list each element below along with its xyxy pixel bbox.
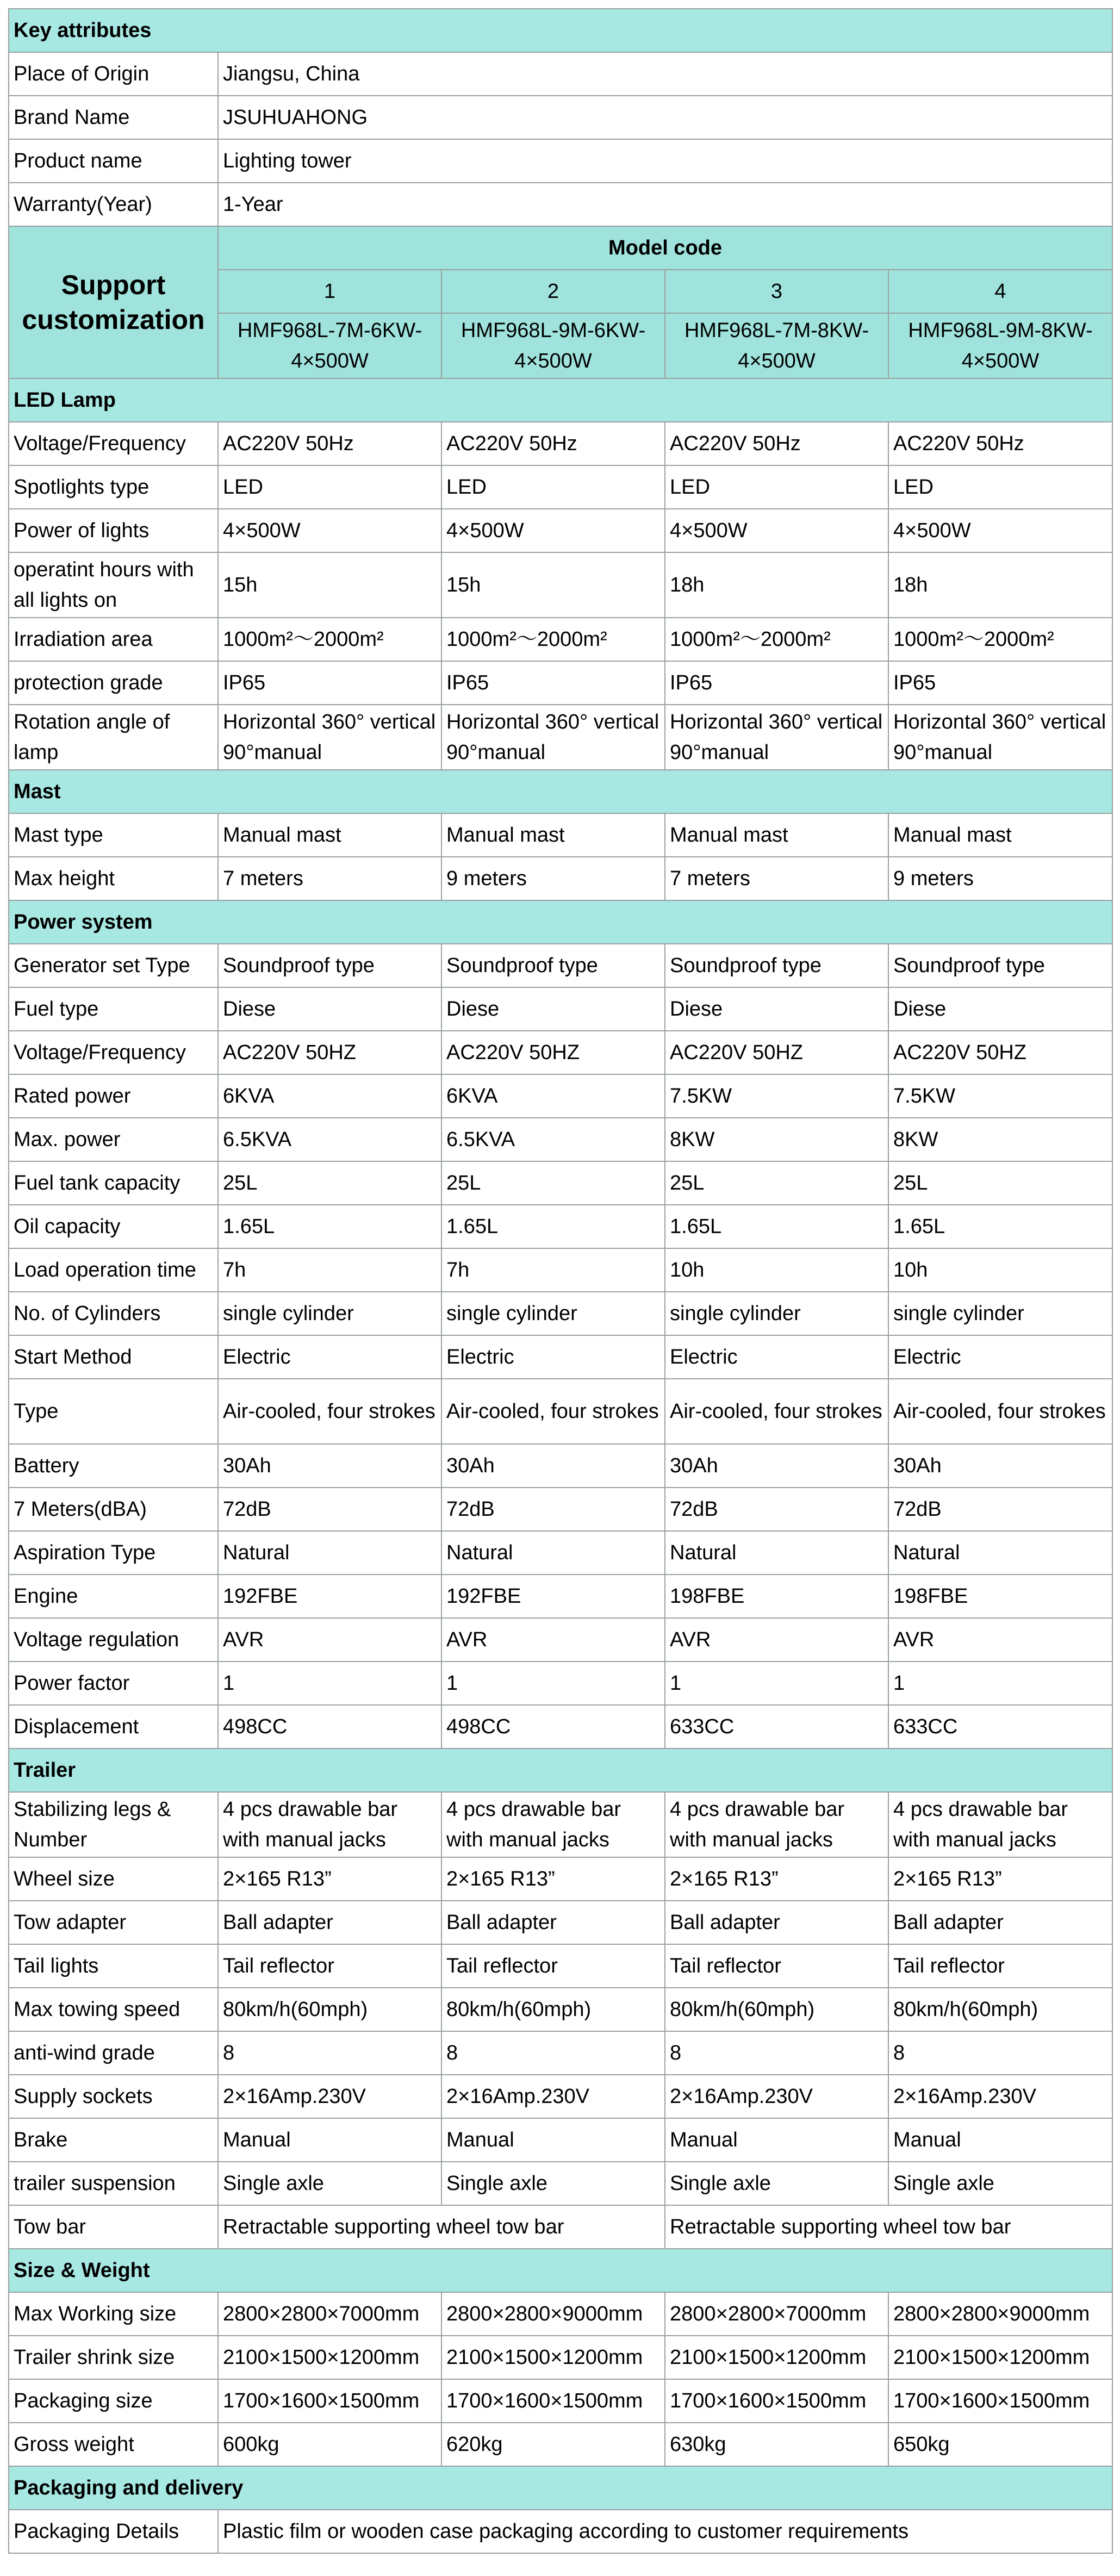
row-value: 72dB [888, 1488, 1112, 1531]
row-value: 4 pcs drawable bar with manual jacks [441, 1792, 665, 1857]
row-value: 192FBE [218, 1575, 441, 1618]
section-title: Trailer [9, 1749, 1112, 1792]
row-value: AC220V 50HZ [218, 1031, 441, 1074]
row-value: Manual [665, 2118, 888, 2162]
row-value: Jiangsu, China [218, 52, 1112, 96]
spec-row [9, 661, 1112, 705]
row-value: AVR [218, 1618, 441, 1662]
row-label: Displacement [9, 1705, 218, 1749]
row-label: Product name [9, 139, 218, 183]
row-value: single cylinder [441, 1292, 665, 1335]
row-label: Fuel type [9, 987, 218, 1031]
row-value: AC220V 50HZ [441, 1031, 665, 1074]
section-title: Power system [9, 900, 1112, 944]
row-value: Manual mast [218, 813, 441, 857]
model-name: HMF968L-7M-6KW-4×500W [218, 313, 441, 378]
spec-row [9, 1292, 1112, 1335]
row-value: AC220V 50Hz [665, 422, 888, 465]
row-value: 2100×1500×1200mm [665, 2336, 888, 2379]
row-value: AC220V 50Hz [888, 422, 1112, 465]
row-value: 1.65L [888, 1205, 1112, 1248]
model-number: 4 [888, 270, 1112, 313]
spec-row [9, 944, 1112, 987]
row-value: 2×165 R13” [665, 1857, 888, 1901]
row-value: 2×165 R13” [441, 1857, 665, 1901]
row-value: Lighting tower [218, 139, 1112, 183]
row-label: trailer suspension [9, 2162, 218, 2205]
spec-row [9, 1575, 1112, 1618]
row-model-code [9, 226, 1112, 270]
section-title: Key attributes [9, 9, 1112, 52]
section-title: Mast [9, 770, 1112, 813]
row-value: 10h [665, 1248, 888, 1292]
row-value: 8 [665, 2031, 888, 2075]
row-value: 25L [441, 1161, 665, 1205]
spec-row [9, 1531, 1112, 1575]
spec-row [9, 813, 1112, 857]
row-value: Electric [665, 1335, 888, 1379]
row-value: 6KVA [218, 1074, 441, 1118]
row-label: Trailer shrink size [9, 2336, 218, 2379]
row-label: Spotlights type [9, 465, 218, 509]
row-value: 6.5KVA [441, 1118, 665, 1161]
row-value: 1700×1600×1500mm [218, 2379, 441, 2423]
section-key-attributes [9, 9, 1112, 52]
row-label: Oil capacity [9, 1205, 218, 1248]
row-value: 2800×2800×9000mm [441, 2292, 665, 2336]
row-value: 7 meters [218, 857, 441, 900]
row-label: Max. power [9, 1118, 218, 1161]
spec-row [9, 1031, 1112, 1074]
row-value: 4 pcs drawable bar with manual jacks [218, 1792, 441, 1857]
row-value: AVR [441, 1618, 665, 1662]
spec-row [9, 987, 1112, 1031]
model-name: HMF968L-7M-8KW-4×500W [665, 313, 888, 378]
row-label: Irradiation area [9, 618, 218, 661]
row-value: 80km/h(60mph) [665, 1988, 888, 2031]
model-number: 2 [441, 270, 665, 313]
row-value: 1 [218, 1662, 441, 1705]
spec-row [9, 1662, 1112, 1705]
row-value: 4 pcs drawable bar with manual jacks [665, 1792, 888, 1857]
row-label: Voltage/Frequency [9, 422, 218, 465]
row-value: 80km/h(60mph) [888, 1988, 1112, 2031]
row-value: 7 meters [665, 857, 888, 900]
row-label: Packaging size [9, 2379, 218, 2423]
row-value: 30Ah [665, 1444, 888, 1488]
row-label: Packaging Details [9, 2510, 218, 2553]
row-label: Brand Name [9, 96, 218, 139]
row-value: Air-cooled, four strokes [218, 1379, 441, 1444]
row-value: single cylinder [888, 1292, 1112, 1335]
row-value: single cylinder [218, 1292, 441, 1335]
row-value: 8KW [665, 1118, 888, 1161]
row-value: IP65 [888, 661, 1112, 705]
row-value: 1 [665, 1662, 888, 1705]
row-label: Start Method [9, 1335, 218, 1379]
row-label: Type [9, 1379, 218, 1444]
row-value: Retractable supporting wheel tow bar [218, 2205, 665, 2249]
row-product-name [9, 139, 1112, 183]
row-value: Air-cooled, four strokes [665, 1379, 888, 1444]
row-value: Natural [441, 1531, 665, 1575]
row-value: Natural [888, 1531, 1112, 1575]
row-value: 2×16Amp.230V [218, 2075, 441, 2118]
section-packaging-delivery [9, 2466, 1112, 2510]
row-value: 4×500W [441, 509, 665, 552]
model-name: HMF968L-9M-6KW-4×500W [441, 313, 665, 378]
row-value: 7.5KW [665, 1074, 888, 1118]
row-value: Electric [441, 1335, 665, 1379]
spec-row [9, 1205, 1112, 1248]
row-value: 7h [218, 1248, 441, 1292]
row-value: 2800×2800×7000mm [218, 2292, 441, 2336]
row-value: 2800×2800×7000mm [665, 2292, 888, 2336]
row-value: Diese [665, 987, 888, 1031]
row-value: Single axle [665, 2162, 888, 2205]
row-value: 1-Year [218, 183, 1112, 226]
row-label: Power factor [9, 1662, 218, 1705]
row-value: 1000m²～2000m² [888, 618, 1112, 661]
row-label: operatint hours with all lights on [9, 552, 218, 618]
section-trailer [9, 1749, 1112, 1792]
row-value: Soundproof type [218, 944, 441, 987]
row-value: 2×165 R13” [218, 1857, 441, 1901]
row-value: Soundproof type [441, 944, 665, 987]
row-value: 18h [665, 552, 888, 618]
row-value: Single axle [218, 2162, 441, 2205]
row-value: 18h [888, 552, 1112, 618]
spec-row [9, 2075, 1112, 2118]
row-value: 192FBE [441, 1575, 665, 1618]
row-value: 2100×1500×1200mm [888, 2336, 1112, 2379]
spec-row [9, 1074, 1112, 1118]
row-label: Voltage/Frequency [9, 1031, 218, 1074]
row-value: Electric [888, 1335, 1112, 1379]
row-label: Stabilizing legs & Number [9, 1792, 218, 1857]
row-value: 72dB [665, 1488, 888, 1531]
row-value: 1000m²～2000m² [441, 618, 665, 661]
spec-row [9, 1705, 1112, 1749]
row-value: 1700×1600×1500mm [665, 2379, 888, 2423]
row-value: 80km/h(60mph) [218, 1988, 441, 2031]
row-value: Diese [441, 987, 665, 1031]
spec-row [9, 2292, 1112, 2336]
row-value: Manual [888, 2118, 1112, 2162]
spec-row [9, 465, 1112, 509]
section-size-weight [9, 2249, 1112, 2292]
row-label: Battery [9, 1444, 218, 1488]
row-value: 2800×2800×9000mm [888, 2292, 1112, 2336]
row-value: Ball adapter [665, 1901, 888, 1944]
row-value: Ball adapter [441, 1901, 665, 1944]
row-value: 498CC [441, 1705, 665, 1749]
row-value: 10h [888, 1248, 1112, 1292]
row-brand-name [9, 96, 1112, 139]
row-value: 620kg [441, 2423, 665, 2466]
spec-row [9, 2205, 1112, 2249]
section-title: LED Lamp [9, 378, 1112, 422]
row-value: 80km/h(60mph) [441, 1988, 665, 2031]
row-value: Tail reflector [218, 1944, 441, 1988]
row-value: Manual [218, 2118, 441, 2162]
row-label: Load operation time [9, 1248, 218, 1292]
spec-row [9, 2031, 1112, 2075]
row-value: AC220V 50Hz [441, 422, 665, 465]
row-value: Natural [218, 1531, 441, 1575]
spec-row [9, 1618, 1112, 1662]
row-value: LED [218, 465, 441, 509]
row-value: 600kg [218, 2423, 441, 2466]
row-value: 1000m²～2000m² [218, 618, 441, 661]
spec-row [9, 1988, 1112, 2031]
spec-row [9, 1161, 1112, 1205]
spec-row [9, 1901, 1112, 1944]
row-value: Single axle [888, 2162, 1112, 2205]
row-value: AC220V 50HZ [665, 1031, 888, 1074]
row-label: Place of Origin [9, 52, 218, 96]
row-value: 2100×1500×1200mm [441, 2336, 665, 2379]
row-label: Power of lights [9, 509, 218, 552]
row-value: Ball adapter [218, 1901, 441, 1944]
row-label: Max towing speed [9, 1988, 218, 2031]
spec-row [9, 2423, 1112, 2466]
row-value: Electric [218, 1335, 441, 1379]
row-value: 4×500W [218, 509, 441, 552]
row-value: 9 meters [888, 857, 1112, 900]
row-value: Horizontal 360° vertical 90°manual [665, 705, 888, 770]
row-value: 2×16Amp.230V [665, 2075, 888, 2118]
row-value: 72dB [218, 1488, 441, 1531]
row-value: 30Ah [888, 1444, 1112, 1488]
row-label: Engine [9, 1575, 218, 1618]
row-value: 630kg [665, 2423, 888, 2466]
row-label: Tow adapter [9, 1901, 218, 1944]
model-name: HMF968L-9M-8KW-4×500W [888, 313, 1112, 378]
row-value: Tail reflector [888, 1944, 1112, 1988]
row-value: Ball adapter [888, 1901, 1112, 1944]
row-value: 7.5KW [888, 1074, 1112, 1118]
row-value: 9 meters [441, 857, 665, 900]
row-value: 4×500W [888, 509, 1112, 552]
spec-row [9, 422, 1112, 465]
row-value: Manual mast [441, 813, 665, 857]
row-value: Single axle [441, 2162, 665, 2205]
spec-row [9, 1118, 1112, 1161]
row-label: Wheel size [9, 1857, 218, 1901]
row-value: Air-cooled, four strokes [888, 1379, 1112, 1444]
row-value: IP65 [441, 661, 665, 705]
spec-row [9, 1944, 1112, 1988]
row-value: 1.65L [218, 1205, 441, 1248]
row-value: single cylinder [665, 1292, 888, 1335]
row-label: Gross weight [9, 2423, 218, 2466]
section-title: Packaging and delivery [9, 2466, 1112, 2510]
spec-row [9, 705, 1112, 770]
row-label: Max Working size [9, 2292, 218, 2336]
spec-row [9, 2118, 1112, 2162]
row-value: 30Ah [441, 1444, 665, 1488]
row-value: Horizontal 360° vertical 90°manual [441, 705, 665, 770]
spec-row [9, 509, 1112, 552]
spec-row [9, 1857, 1112, 1901]
row-value: 2×165 R13” [888, 1857, 1112, 1901]
row-value: 2100×1500×1200mm [218, 2336, 441, 2379]
row-value: 498CC [218, 1705, 441, 1749]
row-value: 25L [218, 1161, 441, 1205]
row-value: Diese [218, 987, 441, 1031]
row-value: 650kg [888, 2423, 1112, 2466]
row-value: Tail reflector [665, 1944, 888, 1988]
row-value: 72dB [441, 1488, 665, 1531]
row-value: 198FBE [665, 1575, 888, 1618]
spec-row [9, 2162, 1112, 2205]
spec-row [9, 1248, 1112, 1292]
row-value: 2×16Amp.230V [888, 2075, 1112, 2118]
row-value: 633CC [888, 1705, 1112, 1749]
row-value: 6KVA [441, 1074, 665, 1118]
model-number: 3 [665, 270, 888, 313]
row-label: Tow bar [9, 2205, 218, 2249]
spec-row [9, 1488, 1112, 1531]
row-value: Manual mast [665, 813, 888, 857]
row-place-of-origin [9, 52, 1112, 96]
row-value: LED [888, 465, 1112, 509]
row-label: No. of Cylinders [9, 1292, 218, 1335]
model-number: 1 [218, 270, 441, 313]
row-value: Plastic film or wooden case packaging according to customer requirements [218, 2510, 1112, 2553]
section-title: Size & Weight [9, 2249, 1112, 2292]
row-value: 8 [218, 2031, 441, 2075]
spec-row [9, 1792, 1112, 1857]
row-value: 4 pcs drawable bar with manual jacks [888, 1792, 1112, 1857]
row-value: IP65 [665, 661, 888, 705]
row-value: Diese [888, 987, 1112, 1031]
row-label: Max height [9, 857, 218, 900]
row-label: Tail lights [9, 1944, 218, 1988]
row-value: Manual mast [888, 813, 1112, 857]
row-packaging-details [9, 2510, 1112, 2553]
row-value: IP65 [218, 661, 441, 705]
spec-row [9, 2379, 1112, 2423]
row-value: 8 [888, 2031, 1112, 2075]
row-value: Tail reflector [441, 1944, 665, 1988]
row-value: LED [441, 465, 665, 509]
row-value: AVR [888, 1618, 1112, 1662]
row-value: Soundproof type [888, 944, 1112, 987]
row-label: Rated power [9, 1074, 218, 1118]
row-value: 1700×1600×1500mm [441, 2379, 665, 2423]
row-value: 25L [888, 1161, 1112, 1205]
section-power-system [9, 900, 1112, 944]
section-mast [9, 770, 1112, 813]
row-value: JSUHUAHONG [218, 96, 1112, 139]
row-value: Manual [441, 2118, 665, 2162]
row-value: LED [665, 465, 888, 509]
row-value: 30Ah [218, 1444, 441, 1488]
row-value: AVR [665, 1618, 888, 1662]
spec-table [8, 8, 1113, 2554]
row-value: AC220V 50HZ [888, 1031, 1112, 1074]
row-value: Natural [665, 1531, 888, 1575]
row-value: 15h [441, 552, 665, 618]
row-value: 1 [441, 1662, 665, 1705]
row-value: 7h [441, 1248, 665, 1292]
row-value: AC220V 50Hz [218, 422, 441, 465]
spec-row [9, 1444, 1112, 1488]
spec-row [9, 618, 1112, 661]
row-value: Soundproof type [665, 944, 888, 987]
row-value: 25L [665, 1161, 888, 1205]
section-led-lamp [9, 378, 1112, 422]
spec-row [9, 1379, 1112, 1444]
spec-row [9, 2336, 1112, 2379]
row-value: 15h [218, 552, 441, 618]
model-code-header: Model code [218, 226, 1112, 270]
row-label: Supply sockets [9, 2075, 218, 2118]
row-value: 6.5KVA [218, 1118, 441, 1161]
row-value: 198FBE [888, 1575, 1112, 1618]
row-value: Horizontal 360° vertical 90°manual [218, 705, 441, 770]
support-customization-label: Support customization [9, 226, 218, 378]
row-label: Rotation angle of lamp [9, 705, 218, 770]
row-value: 1700×1600×1500mm [888, 2379, 1112, 2423]
row-value: Horizontal 360° vertical 90°manual [888, 705, 1112, 770]
row-value: 1 [888, 1662, 1112, 1705]
row-label: Voltage regulation [9, 1618, 218, 1662]
row-value: 1.65L [665, 1205, 888, 1248]
row-warranty [9, 183, 1112, 226]
row-label: 7 Meters(dBA) [9, 1488, 218, 1531]
row-label: Fuel tank capacity [9, 1161, 218, 1205]
row-value: 8KW [888, 1118, 1112, 1161]
spec-row [9, 1335, 1112, 1379]
row-label: Aspiration Type [9, 1531, 218, 1575]
row-value: 1000m²～2000m² [665, 618, 888, 661]
spec-row [9, 552, 1112, 618]
row-value: Air-cooled, four strokes [441, 1379, 665, 1444]
row-label: Brake [9, 2118, 218, 2162]
row-label: Warranty(Year) [9, 183, 218, 226]
row-value: 2×16Amp.230V [441, 2075, 665, 2118]
row-value: 1.65L [441, 1205, 665, 1248]
row-value: 4×500W [665, 509, 888, 552]
spec-row [9, 857, 1112, 900]
row-label: Mast type [9, 813, 218, 857]
row-value: 8 [441, 2031, 665, 2075]
row-label: protection grade [9, 661, 218, 705]
row-label: anti-wind grade [9, 2031, 218, 2075]
row-value: Retractable supporting wheel tow bar [665, 2205, 1112, 2249]
row-value: 633CC [665, 1705, 888, 1749]
row-label: Generator set Type [9, 944, 218, 987]
